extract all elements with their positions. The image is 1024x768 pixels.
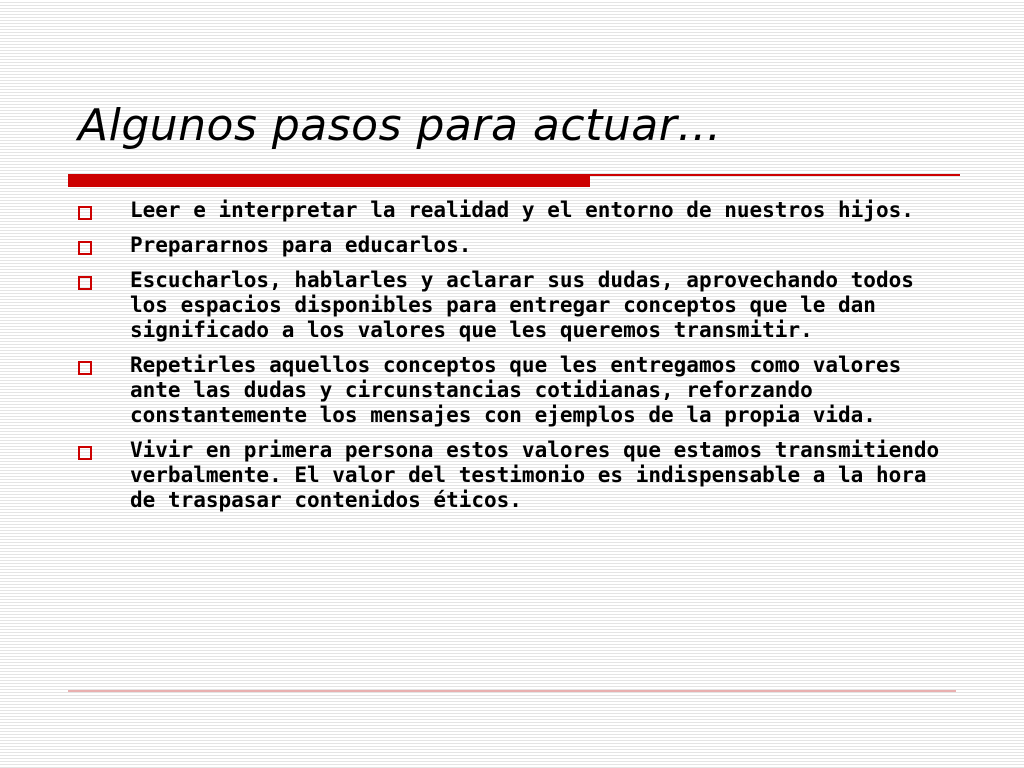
slide-title: Algunos pasos para actuar… (78, 100, 722, 151)
bullet-text: Leer e interpretar la realidad y el entorno de nuestros hijos. (130, 198, 914, 222)
hollow-square-bullet-icon (78, 446, 92, 460)
bullet-text: Escucharlos, hablarles y aclarar sus dudas, aprovechando todos los espacios disponibles para entregar conceptos que le dan significado a los valores que les queremos transmitir. (130, 268, 914, 342)
title-underline-thick (68, 174, 590, 187)
bullet-item (78, 198, 958, 223)
hollow-square-bullet-icon (78, 361, 92, 375)
bullet-item (78, 353, 958, 428)
bullet-text: Prepararnos para educarlos. (130, 233, 472, 257)
bullet-item (78, 268, 958, 343)
title-underline-thin (590, 174, 960, 176)
bullet-list (78, 198, 958, 523)
hollow-square-bullet-icon (78, 276, 92, 290)
bullet-text: Vivir en primera persona estos valores que estamos transmitiendo verbalmente. El valor del testimonio es indispensable a la hora de traspasar contenidos éticos. (130, 438, 940, 512)
bullet-item (78, 233, 958, 258)
bullet-text: Repetirles aquellos conceptos que les entregamos como valores ante las dudas y circunstancias cotidianas, reforzando constantemente los mensajes con ejemplos de la propia vida. (130, 353, 902, 427)
bullet-item (78, 438, 958, 513)
hollow-square-bullet-icon (78, 241, 92, 255)
footer-divider (68, 690, 956, 692)
title-underline (68, 174, 960, 188)
hollow-square-bullet-icon (78, 206, 92, 220)
